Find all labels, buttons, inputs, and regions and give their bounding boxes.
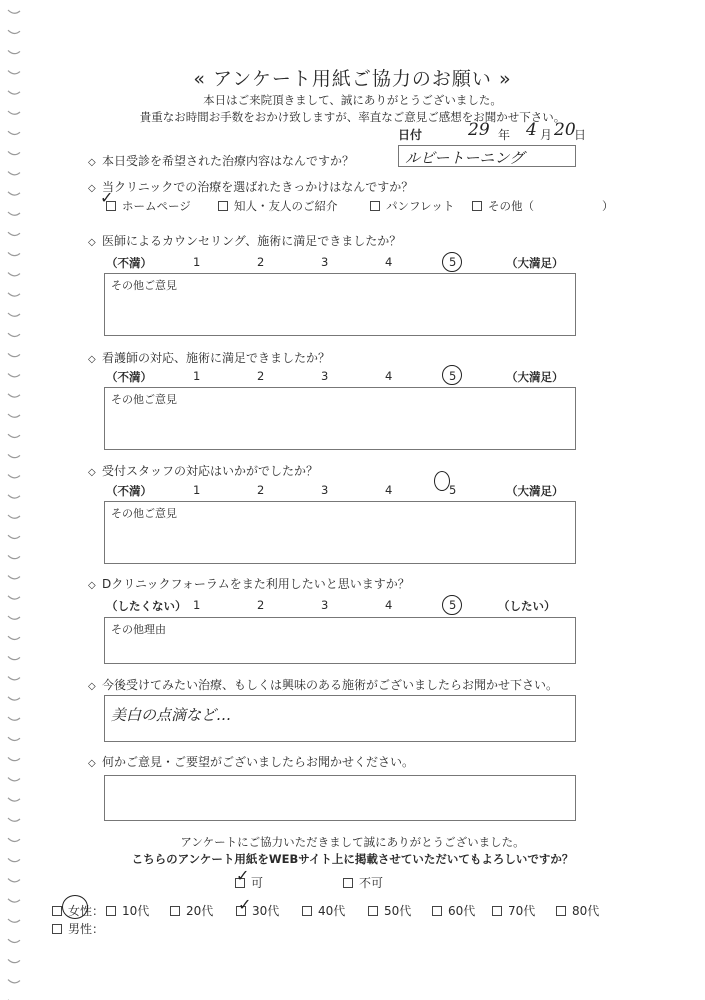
binder-hole — [8, 596, 20, 599]
comment-label: その他ご意見 — [111, 279, 177, 292]
question-8-text: 何かご意見・ご要望がございましたらお聞かせください。 — [102, 755, 415, 769]
question-7 — [88, 676, 558, 693]
diamond-icon: ◇ — [88, 237, 96, 248]
binder-hole — [8, 252, 20, 255]
binder-hole — [8, 798, 20, 801]
age-option[interactable]: 60代 — [432, 902, 475, 919]
binder-hole — [8, 131, 20, 134]
treatment-answer-field[interactable] — [398, 145, 576, 167]
binder-hole — [8, 495, 20, 498]
diamond-icon: ◇ — [88, 183, 96, 194]
checkbox[interactable] — [170, 906, 180, 916]
binder-hole — [8, 394, 20, 397]
interest-answer: 美白の点滴など… — [111, 706, 232, 724]
footer-thanks: アンケートにご協力いただきまして誠にありがとうございました。 — [180, 835, 525, 849]
selection-circle — [62, 895, 88, 919]
date-label: 日付 — [398, 128, 423, 142]
binder-hole — [8, 899, 20, 902]
checkbox[interactable] — [302, 906, 312, 916]
comment-label: その他理由 — [111, 623, 166, 636]
binder-hole — [8, 172, 20, 175]
diamond-icon: ◇ — [88, 467, 96, 478]
selection-circle — [442, 252, 462, 272]
checkbox[interactable] — [52, 924, 62, 934]
diamond-icon: ◇ — [88, 354, 96, 365]
selection-circle — [434, 471, 450, 491]
binder-hole — [8, 576, 20, 579]
rating-scale-revisit[interactable]: （したくない） 1 2 3 4 5 （したい） — [106, 598, 586, 614]
diamond-icon: ◇ — [88, 681, 96, 692]
age-option[interactable]: 30代 — [236, 902, 279, 919]
binder-hole — [8, 616, 20, 619]
rating-scale-doctor[interactable]: （不満） 1 2 3 4 5 （大満足） — [106, 255, 586, 271]
binder-hole — [8, 697, 20, 700]
date-month: 4 — [526, 120, 537, 140]
binder-hole — [8, 939, 20, 942]
binder-hole — [8, 515, 20, 518]
question-4-text: 看護師の対応、施術に満足できましたか？ — [102, 351, 331, 365]
question-8 — [88, 753, 414, 770]
binder-hole — [8, 656, 20, 659]
rating-scale-nurse[interactable]: （不満） 1 2 3 4 5 （大満足） — [106, 369, 586, 385]
binder-hole — [8, 232, 20, 235]
date-month-unit: 月 — [540, 128, 553, 142]
publish-no[interactable]: 不可 — [343, 874, 383, 891]
binder-hole — [8, 333, 20, 336]
intro-line-1: 本日はご来院頂きまして、誠にありがとうございました。 — [203, 93, 502, 107]
checkbox[interactable] — [492, 906, 502, 916]
binder-hole — [8, 475, 20, 478]
binder-hole — [8, 273, 20, 276]
question-5-text: 受付スタッフの対応はいかがでしたか？ — [102, 464, 319, 478]
age-option[interactable]: 10代 — [106, 902, 149, 919]
checkbox[interactable] — [106, 906, 116, 916]
binder-hole — [8, 374, 20, 377]
comment-box-nurse[interactable] — [104, 387, 576, 450]
reason-option-referral[interactable]: 知人・友人のご紹介 — [218, 198, 338, 214]
question-7-text: 今後受けてみたい治療、もしくは興味のある施術がございましたらお聞かせ下さい。 — [102, 678, 559, 692]
intro-line-2: 貴重なお時間お手数をおかけ致しますが、率直なご意見ご感想をお聞かせ下さい。 — [139, 110, 566, 124]
binder-holes — [4, 0, 24, 1000]
binder-hole — [8, 151, 20, 154]
age-option[interactable]: 70代 — [492, 902, 535, 919]
checkbox[interactable] — [52, 906, 62, 916]
age-option[interactable]: 80代 — [556, 902, 599, 919]
footer-question: こちらのアンケート用紙をWEBサイト上に掲載させていただいてもよろしいですか？ — [131, 852, 574, 866]
reason-option-pamphlet[interactable]: パンフレット — [370, 198, 454, 214]
binder-hole — [8, 414, 20, 417]
binder-hole — [8, 212, 20, 215]
question-5 — [88, 462, 318, 479]
check-mark-icon: ✓ — [236, 866, 250, 885]
reason-option-homepage[interactable]: ホームページ — [106, 198, 191, 214]
binder-hole — [8, 535, 20, 538]
binder-hole — [8, 192, 20, 195]
diamond-icon: ◇ — [88, 157, 96, 168]
gender-male[interactable]: 男性： — [52, 920, 104, 937]
binder-hole — [8, 879, 20, 882]
binder-hole — [8, 434, 20, 437]
checkbox[interactable] — [370, 201, 380, 211]
date-field[interactable] — [398, 120, 587, 144]
comment-label: その他ご意見 — [111, 507, 177, 520]
binder-hole — [8, 454, 20, 457]
checkbox[interactable] — [432, 906, 442, 916]
question-2-text: 当クリニックでの治療を選ばれたきっかけはなんですか？ — [102, 180, 414, 194]
question-4 — [88, 349, 330, 366]
date-day-unit: 日 — [574, 128, 587, 142]
binder-hole — [8, 10, 20, 13]
diamond-icon: ◇ — [88, 758, 96, 769]
checkbox[interactable] — [368, 906, 378, 916]
binder-hole — [8, 919, 20, 922]
binder-hole — [8, 50, 20, 53]
age-option[interactable]: 50代 — [368, 902, 411, 919]
age-option[interactable]: 40代 — [302, 902, 345, 919]
binder-hole — [8, 737, 20, 740]
question-1-text: 本日受診を希望された治療内容はなんですか？ — [102, 154, 355, 168]
reason-option-other[interactable]: その他（ — [472, 198, 534, 214]
comment-label: その他ご意見 — [111, 393, 177, 406]
question-6-text: Dクリニックフォーラムをまた利用したいと思いますか？ — [102, 577, 410, 591]
date-year-unit: 年 — [498, 128, 511, 142]
binder-hole — [8, 980, 20, 983]
treatment-answer: ルビートーニング — [405, 149, 525, 167]
question-6 — [88, 575, 410, 592]
binder-hole — [8, 818, 20, 821]
comment-box-reception[interactable] — [104, 501, 576, 564]
selection-circle — [442, 365, 462, 385]
question-2 — [88, 178, 413, 195]
checkbox[interactable] — [343, 878, 353, 888]
question-1 — [88, 152, 354, 169]
date-year: 29 — [468, 120, 490, 140]
check-mark-icon: ✓ — [238, 895, 252, 914]
binder-hole — [8, 677, 20, 680]
binder-hole — [8, 293, 20, 296]
binder-hole — [8, 555, 20, 558]
checkbox[interactable] — [472, 201, 482, 211]
comment-box-revisit[interactable] — [104, 617, 576, 664]
comment-box-doctor[interactable] — [104, 273, 576, 336]
date-day: 20 — [554, 120, 576, 140]
diamond-icon: ◇ — [88, 580, 96, 591]
feedback-box[interactable] — [104, 775, 576, 821]
question-3-text: 医師によるカウンセリング、施術に満足できましたか？ — [102, 234, 402, 248]
check-mark-icon: ✓ — [100, 188, 114, 207]
question-3 — [88, 232, 401, 249]
binder-hole — [8, 353, 20, 356]
gender-female[interactable]: 女性： — [52, 902, 104, 919]
checkbox[interactable] — [556, 906, 566, 916]
selection-circle — [442, 595, 462, 615]
binder-hole — [8, 313, 20, 316]
binder-hole — [8, 778, 20, 781]
binder-hole — [8, 30, 20, 33]
checkbox[interactable] — [218, 201, 228, 211]
binder-hole — [8, 959, 20, 962]
publish-yes[interactable]: 可 — [235, 874, 263, 891]
other-close-paren: ） — [602, 199, 614, 213]
binder-hole — [8, 717, 20, 720]
age-option[interactable]: 20代 — [170, 902, 213, 919]
rating-scale-reception[interactable]: （不満） 1 2 3 4 5 （大満足） — [106, 483, 586, 499]
interest-answer-box[interactable] — [104, 695, 576, 742]
page-title: « アンケート用紙ご協力のお願い » — [193, 68, 512, 90]
binder-hole — [8, 636, 20, 639]
binder-hole — [8, 757, 20, 760]
